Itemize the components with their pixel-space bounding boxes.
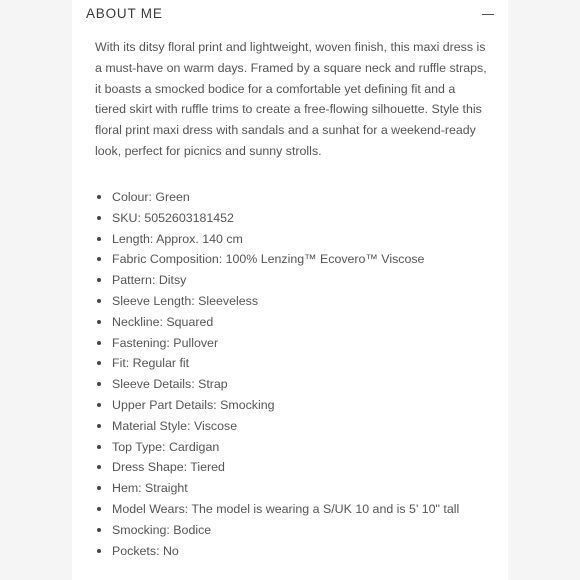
detail-smocking: Smocking: Bodice <box>95 520 495 541</box>
detail-sleeve-length: Sleeve Length: Sleeveless <box>95 291 495 312</box>
detail-fabric-composition: Fabric Composition: 100% Lenzing™ Ecovero™ Viscose <box>95 249 495 270</box>
product-description: With its ditsy floral print and lightweight, woven finish, this maxi dress is a must-have on warm days. Framed by a square neck and ruffle straps, it boasts a smocked bodice for a comfortable yet defining fit and a tiered skirt with ruffle trims to create a free-flowing silhouette. Style this floral print maxi dress with sandals and a sunhat for a weekend-ready look, perfect for picnics and sunny strolls. <box>95 40 487 158</box>
about-me-panel <box>72 0 508 580</box>
section-title: ABOUT ME <box>86 6 163 21</box>
detail-neckline: Neckline: Squared <box>95 312 495 333</box>
detail-pockets: Pockets: No <box>95 541 495 562</box>
detail-fit: Fit: Regular fit <box>95 353 495 374</box>
detail-length: Length: Approx. 140 cm <box>95 229 495 250</box>
detail-hem: Hem: Straight <box>95 478 495 499</box>
detail-upper-part-details: Upper Part Details: Smocking <box>95 395 495 416</box>
detail-pattern: Pattern: Ditsy <box>95 270 495 291</box>
detail-dress-shape: Dress Shape: Tiered <box>95 457 495 478</box>
detail-material-style: Material Style: Viscose <box>95 416 495 437</box>
detail-sku: SKU: 5052603181452 <box>95 208 495 229</box>
detail-model-wears: Model Wears: The model is wearing a S/UK 10 and is 5' 10" tall <box>95 499 495 520</box>
detail-sleeve-details: Sleeve Details: Strap <box>95 374 495 395</box>
detail-top-type: Top Type: Cardigan <box>95 437 495 458</box>
minus-icon[interactable] <box>480 8 496 22</box>
about-me-header[interactable] <box>86 6 496 26</box>
detail-colour: Colour: Green <box>95 187 495 208</box>
product-details-list <box>95 187 495 561</box>
detail-fastening: Fastening: Pullover <box>95 333 495 354</box>
